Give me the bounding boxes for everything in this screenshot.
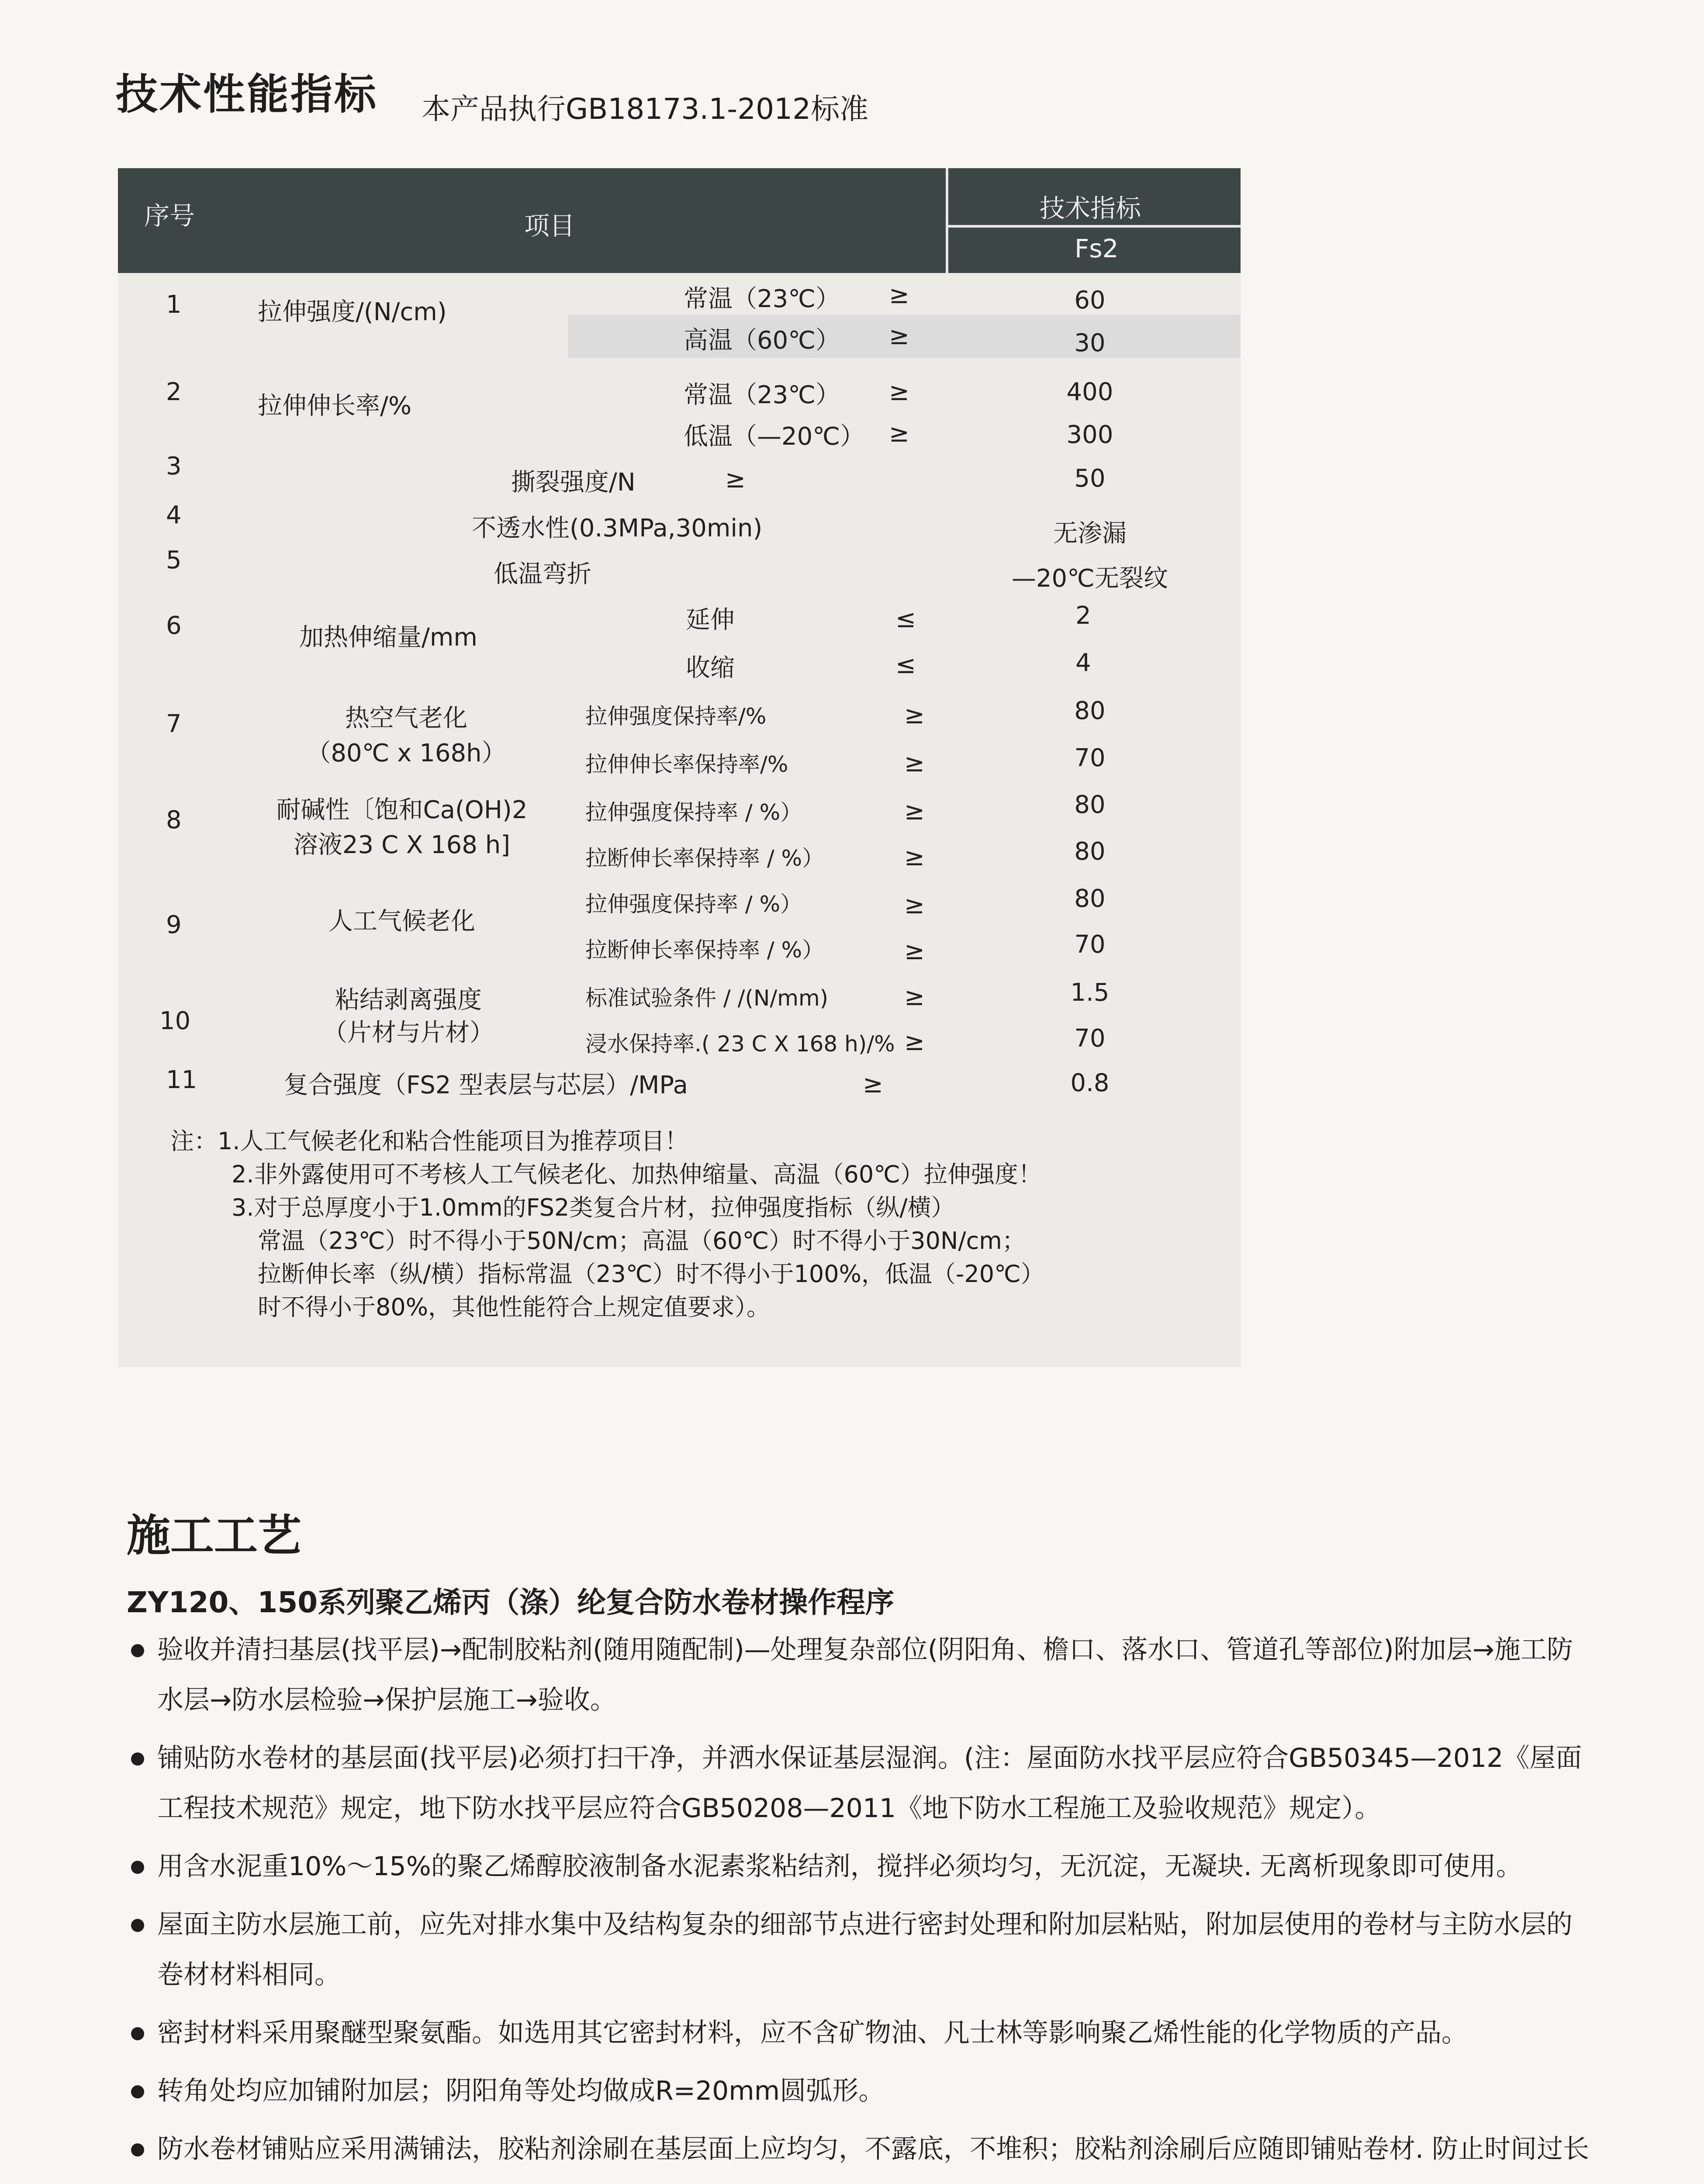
row-no: 8 xyxy=(166,806,182,834)
row-value: —20℃无裂纹 xyxy=(1011,564,1168,593)
header-divider xyxy=(946,225,1241,228)
row-item: 耐碱性〔饱和Ca(OH)2 xyxy=(276,796,528,824)
spec-table xyxy=(118,168,1241,1367)
row-no: 10 xyxy=(159,1007,191,1035)
row-item-detail: （80℃ x 168h） xyxy=(306,739,506,767)
bullet-icon xyxy=(131,1861,144,1874)
row-operator: ≥ xyxy=(889,322,909,350)
row-condition: 常温（23℃） xyxy=(684,381,840,409)
row-condition: 常温（23℃） xyxy=(684,285,840,313)
header-spec: 技术指标 xyxy=(1040,194,1141,223)
list-item-text: 验收并清扫基层(找平层)→配制胶粘剂(随用随配制)—处理复杂部位(阴阳角、檐口、落水口、管道孔等部位)附加层→施工防水层→防水层检验→保护层施工→验收。 xyxy=(157,1635,1573,1715)
list-item-text: 防水卷材铺贴应采用满铺法，胶粘剂涂刷在基层面上应均匀，不露底，不堆积；胶粘剂涂刷后应随即铺贴卷材. 防止时间过长 xyxy=(157,2134,1590,2164)
header-seq: 序号 xyxy=(144,201,195,231)
row-operator: ≥ xyxy=(904,749,925,778)
header-grade: Fs2 xyxy=(1075,234,1119,263)
row-item: 复合强度（FS2 型表层与芯层）/MPa xyxy=(284,1071,688,1099)
row-no: 5 xyxy=(166,546,182,574)
row-operator: ≥ xyxy=(904,843,925,871)
row-operator: ≥ xyxy=(863,1070,883,1099)
row-operator: ≥ xyxy=(904,701,925,729)
bullet-icon xyxy=(131,1752,144,1766)
list-item-text: 用含水泥重10%～15%的聚乙烯醇胶液制备水泥素浆粘结剂，搅拌必须均匀，无沉淀，无凝块. 无离析现象即可使用。 xyxy=(157,1851,1522,1882)
row-value: 70 xyxy=(1074,1024,1106,1053)
bullet-icon xyxy=(131,2027,144,2040)
row-no: 2 xyxy=(166,378,182,406)
row-value: 1.5 xyxy=(1070,978,1110,1007)
row-condition: 延伸 xyxy=(686,606,735,634)
row-condition: 高温（60℃） xyxy=(684,326,840,355)
row-no: 9 xyxy=(166,911,182,939)
row-condition: 拉伸强度保持率 / %） xyxy=(585,892,802,917)
row-value: 400 xyxy=(1066,378,1113,406)
row-item: 人工气候老化 xyxy=(328,907,475,936)
row-operator: ≥ xyxy=(889,419,909,448)
list-item xyxy=(131,1733,1594,1834)
row-condition: 标准试验条件 / /(N/mm) xyxy=(585,985,829,1011)
row-item: 热空气老化 xyxy=(345,704,467,733)
list-item-text: 转角处均应加铺附加层；阴阳角等处均做成R=20mm圆弧形。 xyxy=(157,2076,885,2106)
row-no: 11 xyxy=(166,1066,197,1094)
row-no: 7 xyxy=(166,710,182,738)
row-value: 300 xyxy=(1066,421,1113,449)
row-operator: ≥ xyxy=(904,797,925,826)
list-item xyxy=(131,2066,1594,2116)
header-divider xyxy=(946,168,948,273)
row-value: 60 xyxy=(1074,286,1106,314)
standard-reference: 本产品执行GB18173.1-2012标准 xyxy=(422,92,869,126)
list-item xyxy=(131,1842,1594,1892)
section-title-technical-specs: 技术性能指标 xyxy=(116,70,378,119)
note-line: 注：1.人工气候老化和粘合性能项目为推荐项目！ xyxy=(170,1127,688,1155)
list-item xyxy=(131,2124,1594,2184)
list-item xyxy=(131,1900,1594,2000)
row-operator: ≤ xyxy=(895,605,916,633)
row-item-detail: （片材与片材） xyxy=(323,1019,494,1047)
table-notes xyxy=(170,1125,1044,1324)
note-line: 2.非外露使用可不考核人工气候老化、加热伸缩量、高温（60℃）拉伸强度！ xyxy=(232,1161,1042,1188)
row-condition: 浸水保持率.( 23 C X 168 h)/% xyxy=(585,1031,895,1057)
row-no: 4 xyxy=(166,501,182,529)
procedure-title: ZY120、150系列聚乙烯丙（涤）纶复合防水卷材操作程序 xyxy=(127,1586,895,1619)
row-value: 70 xyxy=(1074,930,1106,959)
row-no: 6 xyxy=(166,612,182,640)
bullet-icon xyxy=(131,2085,144,2098)
header-item: 项目 xyxy=(524,211,575,241)
row-operator: ≤ xyxy=(895,651,916,679)
list-item xyxy=(131,2008,1594,2058)
note-line: 常温（23℃）时不得小于50N/cm；高温（60℃）时不得小于30N/cm； xyxy=(258,1227,1026,1254)
row-condition: 拉伸伸长率保持率/% xyxy=(585,752,788,777)
procedure-list xyxy=(131,1625,1594,2184)
list-item-text: 铺贴防水卷材的基层面(找平层)必须打扫干净，并洒水保证基层湿润。(注：屋面防水找平层应符合GB50345—2012《屋面工程技术规范》规定，地下防水找平层应符合GB50208—2011《地下防水工程施工及验收规范》规定）。 xyxy=(157,1743,1582,1824)
list-item-text: 密封材料采用聚醚型聚氨酯。如选用其它密封材料，应不含矿物油、凡士林等影响聚乙烯性能的化学物质的产品。 xyxy=(157,2018,1468,2048)
section-title-construction: 施工工艺 xyxy=(127,1510,301,1561)
row-condition: 收缩 xyxy=(686,654,735,682)
row-no: 1 xyxy=(166,290,182,319)
row-value: 80 xyxy=(1074,697,1106,725)
note-line: 3.对于总厚度小于1.0mm的FS2类复合片材，拉伸强度指标（纵/横） xyxy=(232,1194,955,1221)
row-no: 3 xyxy=(166,452,182,480)
row-condition: 拉断伸长率保持率 / %） xyxy=(585,846,824,871)
bullet-icon xyxy=(131,2143,144,2156)
list-item xyxy=(131,1625,1594,1725)
row-value: 70 xyxy=(1074,744,1106,772)
row-item: 拉伸伸长率/% xyxy=(258,392,412,420)
note-line: 拉断伸长率（纵/横）指标常温（23℃）时不得小于100%，低温（-20℃） xyxy=(258,1260,1044,1288)
row-condition: 低温（—20℃） xyxy=(684,422,865,451)
row-value: 0.8 xyxy=(1070,1069,1110,1097)
row-condition: 拉断伸长率保持率 / %） xyxy=(585,937,824,963)
row-condition: 拉伸强度保持率 / %） xyxy=(585,800,802,825)
row-value: 50 xyxy=(1074,464,1106,493)
note-line: 时不得小于80%，其他性能符合上规定值要求）。 xyxy=(258,1293,771,1321)
row-operator: ≥ xyxy=(889,378,909,406)
row-item: 不透水性(0.3MPa,30min) xyxy=(472,514,763,543)
row-operator: ≥ xyxy=(904,983,925,1011)
row-condition: 拉伸强度保持率/% xyxy=(585,704,767,729)
row-item: 加热伸缩量/mm xyxy=(299,623,477,652)
row-item: 撕裂强度/N xyxy=(511,468,636,497)
row-item: 低温弯折 xyxy=(494,560,591,588)
row-value: 80 xyxy=(1074,885,1106,913)
list-item-text: 屋面主防水层施工前，应先对排水集中及结构复杂的细部节点进行密封处理和附加层粘贴，附加层使用的卷材与主防水层的卷材材料相同。 xyxy=(157,1909,1573,1990)
row-operator: ≥ xyxy=(725,465,746,494)
row-value: 2 xyxy=(1075,601,1091,630)
row-operator: ≥ xyxy=(889,281,909,309)
row-item: 粘结剥离强度 xyxy=(335,986,482,1014)
row-item-detail: 溶液23 C X 168 h] xyxy=(293,831,511,859)
row-operator: ≥ xyxy=(904,937,925,965)
table-header xyxy=(118,168,1241,273)
row-value: 30 xyxy=(1074,329,1106,357)
row-value: 无渗漏 xyxy=(1053,519,1127,548)
row-operator: ≥ xyxy=(904,891,925,919)
bullet-icon xyxy=(131,1919,144,1932)
row-value: 80 xyxy=(1074,837,1106,866)
row-value: 4 xyxy=(1075,649,1091,677)
bullet-icon xyxy=(131,1644,144,1657)
row-value: 80 xyxy=(1074,791,1106,819)
row-item: 拉伸强度/(N/cm) xyxy=(258,298,447,326)
row-operator: ≥ xyxy=(904,1028,925,1056)
